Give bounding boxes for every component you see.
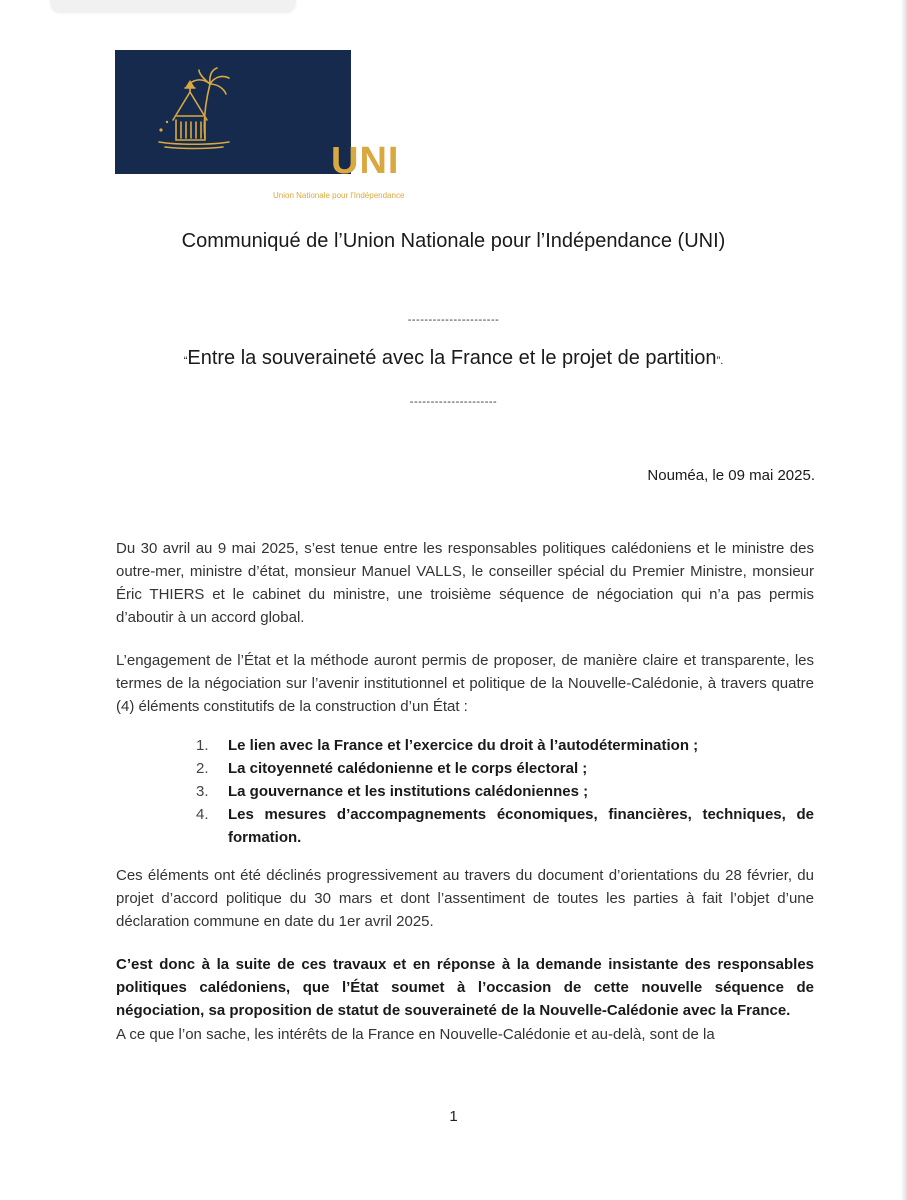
list-text: La citoyenneté calédonienne et le corps électoral ; bbox=[228, 760, 588, 777]
paragraph-5-start: A ce que l’on sache, les intérêts de la France en Nouvelle-Calédonie et au-delà, sont de la bbox=[116, 1026, 715, 1043]
list-text: Les mesures d’accompagnements économiques, financières, techniques, de formation. bbox=[228, 806, 814, 846]
dateline: Nouméa, le 09 mai 2025. bbox=[647, 467, 815, 484]
subtitle-text: Entre la souveraineté avec la France et le projet de partition bbox=[187, 347, 717, 369]
separator-bottom: --------------------- bbox=[409, 396, 498, 408]
kanak-case-and-palm-emblem bbox=[115, 50, 351, 174]
paragraph-3: Ces éléments ont été déclinés progressivement au travers du document d’orientations du 28 février, du projet d’accord politique du 30 mars et dont l’assentiment de toutes les parties à fait l’objet d’une déclaration commune en date du 1er avril 2025. bbox=[116, 867, 814, 930]
document-subtitle bbox=[0, 347, 907, 370]
list-item bbox=[196, 780, 814, 803]
separator-top: ---------------------- bbox=[407, 314, 500, 326]
elements-list bbox=[196, 734, 814, 849]
subtitle-open-quote: “ bbox=[183, 355, 188, 367]
paragraph-2: L’engagement de l’État et la méthode auront permis de proposer, de manière claire et transparente, les termes de la négociation sur l’avenir institutionnel et politique de la Nouvelle-Calédonie, à travers quatre (4) éléments constitutifs de la construction d’un État : bbox=[116, 652, 814, 715]
top-tab-bar bbox=[50, 0, 296, 12]
uni-logo bbox=[115, 50, 405, 200]
list-text: La gouvernance et les institutions calédoniennes ; bbox=[228, 783, 589, 800]
logo-tagline: Union Nationale pour l'Indépendance bbox=[273, 191, 405, 200]
page-edge-shadow bbox=[901, 0, 907, 1200]
list-number: 2. bbox=[196, 760, 209, 777]
list-item bbox=[196, 734, 814, 757]
list-number: 3. bbox=[196, 783, 209, 800]
logo-wordmark: UNI bbox=[331, 140, 400, 182]
list-text: Le lien avec la France et l’exercice du droit à l’autodétermination ; bbox=[228, 737, 699, 754]
list-item bbox=[196, 757, 814, 780]
page-number: 1 bbox=[449, 1108, 458, 1125]
paragraph-1: Du 30 avril au 9 mai 2025, s’est tenue entre les responsables politiques calédoniens et le ministre des outre-mer, ministre d’état, monsieur Manuel VALLS, le conseiller spécial du Premier Ministre, monsieur Éric THIERS et le cabinet du ministre, une troisième séquence de négociation qui n’a pas permis d’aboutir à un accord global. bbox=[116, 540, 814, 626]
list-item bbox=[196, 803, 814, 849]
list-number: 4. bbox=[196, 806, 209, 823]
subtitle-close-quote: ”. bbox=[716, 355, 724, 367]
document-title: Communiqué de l’Union Nationale pour l’Indépendance (UNI) bbox=[181, 230, 726, 252]
list-number: 1. bbox=[196, 737, 209, 754]
paragraph-4-bold: C’est donc à la suite de ces travaux et en réponse à la demande insistante des responsables politiques calédoniens, que l’État soumet à l’occasion de cette nouvelle séquence de négociation, sa proposition de statut de souveraineté de la Nouvelle-Calédonie avec la France. bbox=[116, 956, 814, 1019]
